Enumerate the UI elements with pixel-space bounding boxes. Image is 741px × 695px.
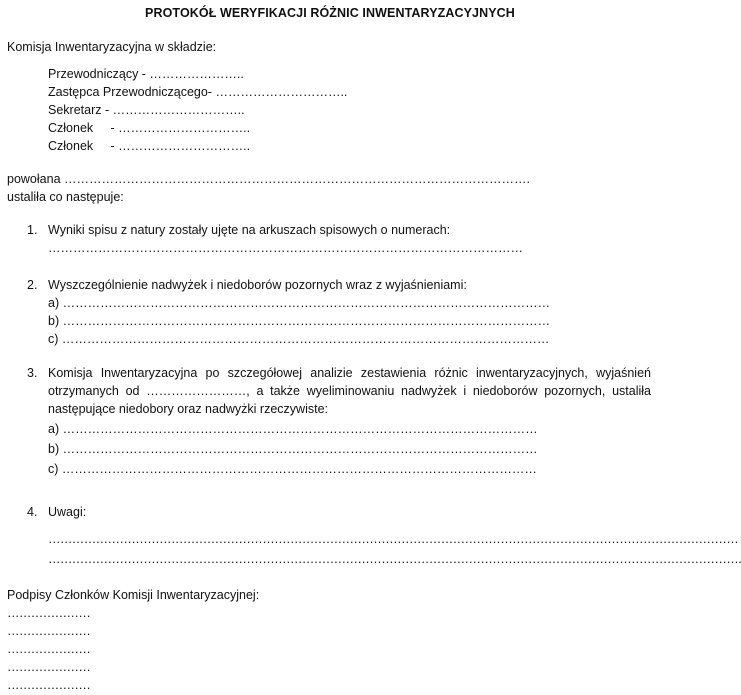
item-1-text: Wyniki spisu z natury zostały ujęte na arkuszach spisowych o numerach: (48, 223, 451, 237)
item-3-line-2: otrzymanych od ……………………, a także wyeliminowaniu nadwyżek i niedoborów pozornych, ustaliła (48, 384, 651, 398)
signatures-section (0, 586, 660, 694)
item-4-text: Uwagi: (48, 505, 87, 519)
item-2-line-b: b) ……………………………………………………………………………………………………… (48, 314, 551, 328)
item-1 (0, 221, 660, 257)
item-4-remarks-line-2: …………………………………………………………………………………………………………………………………………………………. (48, 552, 741, 566)
member-1: Członek - ………………………….. (48, 121, 251, 135)
signature-line-3: ………………… (7, 642, 91, 656)
signatures-header: Podpisy Członków Komisji Inwentaryzacyjnej: (7, 588, 260, 602)
item-3-line-b: b) …………………………………………………………………………………………………… (48, 442, 538, 456)
item-2-line-c: c) ……………………………………………………………………………………………………… (48, 332, 550, 346)
document-title: PROTOKÓŁ WERYFIKACJI RÓŻNIC INWENTARYZACYJNYCH (145, 6, 515, 20)
item-2 (0, 276, 660, 348)
item-2-number: 2. (27, 278, 38, 292)
appointed-line: powołana …………………………………………………………………………………………………. (7, 172, 530, 186)
item-3 (0, 364, 660, 478)
commission-section (0, 38, 660, 56)
item-1-number: 1. (27, 223, 38, 237)
signature-line-4: ………………… (7, 660, 91, 674)
member-2: Członek - ………………………….. (48, 139, 251, 153)
item-4-number: 4. (27, 505, 38, 519)
commission-header: Komisja Inwentaryzacyjna w składzie: (7, 40, 217, 54)
item-3-line-3: następujące niedobory oraz nadwyżki rzeczywiste: (48, 402, 328, 416)
appointed-section (0, 170, 660, 206)
member-secretary: Sekretarz - ………………………….. (48, 103, 245, 117)
signature-line-2: ………………… (7, 624, 91, 638)
members-list (0, 65, 660, 155)
item-3-number: 3. (27, 366, 38, 380)
signature-line-1: ………………… (7, 606, 91, 620)
item-3-line-1: Komisja Inwentaryzacyjna po szczegółowej analizie zestawienia różnic inwentaryzacyjnych, wyjaśnień (48, 366, 651, 380)
item-4 (0, 503, 741, 568)
item-3-line-c: c) …………………………………………………………………………………………………… (48, 462, 537, 476)
item-4-remarks-line-1: ………………………………………………………………………………………………………………………………………………………… (48, 532, 739, 546)
member-chair: Przewodniczący - ………………….. (48, 67, 244, 81)
item-3-line-a: a) …………………………………………………………………………………………………… (48, 422, 538, 436)
item-2-text: Wyszczególnienie nadwyżek i niedoborów pozornych wraz z wyjaśnieniami: (48, 278, 467, 292)
item-1-dots: …………………………………………………………………………………………………… (48, 241, 523, 255)
established-line: ustaliła co następuje: (7, 190, 124, 204)
signature-line-5: ………………… (7, 678, 91, 692)
item-2-line-a: a) ……………………………………………………………………………………………………… (48, 296, 551, 310)
member-vice-chair: Zastępca Przewodniczącego- ………………………….. (48, 85, 348, 99)
